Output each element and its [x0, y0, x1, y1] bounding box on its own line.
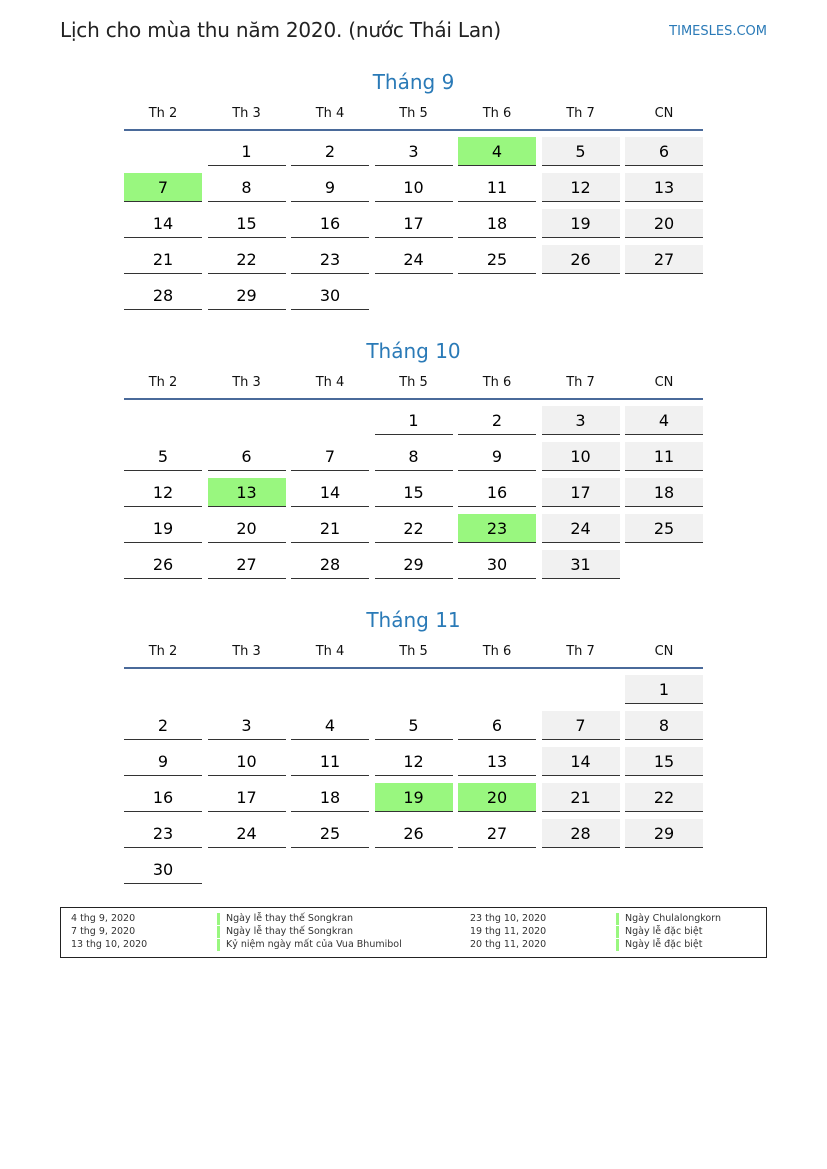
day-cell: 17: [542, 478, 620, 507]
day-cell: 28: [124, 281, 202, 310]
month-1: [124, 68, 703, 305]
day-cell: 29: [208, 281, 286, 310]
weekday-label: Th 5: [399, 644, 428, 659]
weekday-label: CN: [654, 106, 674, 121]
legend-date: 4 thg 9, 2020: [71, 913, 136, 924]
day-cell: 23: [124, 819, 202, 848]
weekday-label: Th 4: [315, 375, 345, 390]
day-cell: 17: [208, 783, 286, 812]
weekday-label: CN: [654, 644, 674, 659]
day-cell: 28: [291, 550, 369, 579]
day-cell: 3: [542, 406, 620, 435]
day-cell: 11: [458, 173, 536, 202]
day-cell: 3: [208, 711, 286, 740]
day-cell: 2: [458, 406, 536, 435]
day-cell: 9: [291, 173, 369, 202]
day-cell: 12: [542, 173, 620, 202]
day-cell: 2: [291, 137, 369, 166]
day-cell: 11: [625, 442, 703, 471]
day-cell: 1: [375, 406, 453, 435]
day-cell: 18: [291, 783, 369, 812]
day-cell: 22: [208, 245, 286, 274]
day-cell: 5: [542, 137, 620, 166]
weekday-label: Th 3: [232, 106, 261, 121]
day-cell: 9: [458, 442, 536, 471]
month-title: Tháng 11: [366, 608, 461, 632]
day-cell: 22: [375, 514, 453, 543]
day-cell: 25: [625, 514, 703, 543]
day-cell: 19: [124, 514, 202, 543]
month-3: [124, 606, 703, 879]
day-cell: 25: [458, 245, 536, 274]
day-cell: 30: [291, 281, 369, 310]
day-cell: 26: [375, 819, 453, 848]
day-cell: 31: [542, 550, 620, 579]
weekday-label: Th 3: [232, 375, 261, 390]
legend-holiday-name: Ngày lễ thay thế Songkran: [217, 913, 353, 925]
weekday-label: Th 6: [482, 644, 512, 659]
weekday-label: Th 4: [315, 644, 345, 659]
day-cell: 10: [375, 173, 453, 202]
day-cell: 16: [458, 478, 536, 507]
day-cell: 24: [208, 819, 286, 848]
legend-date: 20 thg 11, 2020: [470, 939, 547, 950]
day-cell: 10: [542, 442, 620, 471]
weekday-label: Th 2: [148, 106, 178, 121]
weekday-header: [124, 642, 703, 669]
month-title: Tháng 9: [372, 70, 455, 94]
day-cell: 29: [375, 550, 453, 579]
weekday-label: Th 2: [148, 644, 178, 659]
day-cell: 14: [124, 209, 202, 238]
day-cell: 28: [542, 819, 620, 848]
day-cell: 4: [291, 711, 369, 740]
legend-holiday-name: Ngày Chulalongkorn: [616, 913, 721, 925]
day-cell: 24: [542, 514, 620, 543]
day-cell: 26: [542, 245, 620, 274]
legend-date: 13 thg 10, 2020: [71, 939, 148, 950]
day-cell: 3: [375, 137, 453, 166]
day-cell-holiday: 4: [458, 137, 536, 166]
day-cell: 8: [375, 442, 453, 471]
day-cell: 9: [124, 747, 202, 776]
legend-date: 7 thg 9, 2020: [71, 926, 136, 937]
day-cell: 27: [625, 245, 703, 274]
day-cell: 13: [625, 173, 703, 202]
holiday-legend: [60, 907, 767, 958]
weekday-label: CN: [654, 375, 674, 390]
day-cell: 14: [291, 478, 369, 507]
day-cell: 4: [625, 406, 703, 435]
day-cell: 6: [458, 711, 536, 740]
day-cell: 8: [208, 173, 286, 202]
brand-link[interactable]: TIMESLES.COM: [669, 24, 767, 39]
day-cell-holiday: 7: [124, 173, 202, 202]
weekday-header: [124, 104, 703, 131]
weekday-label: Th 2: [148, 375, 178, 390]
day-cell: 5: [375, 711, 453, 740]
day-cell: 19: [542, 209, 620, 238]
day-cell: 18: [625, 478, 703, 507]
legend-holiday-name: Kỷ niệm ngày mất của Vua Bhumibol: [217, 939, 402, 951]
weekday-label: Th 7: [566, 375, 595, 390]
day-cell: 6: [208, 442, 286, 471]
day-cell: 25: [291, 819, 369, 848]
weekday-label: Th 6: [482, 106, 512, 121]
day-cell: 22: [625, 783, 703, 812]
day-cell: 23: [291, 245, 369, 274]
day-cell: 17: [375, 209, 453, 238]
page-title: Lịch cho mùa thu năm 2020. (nước Thái Lan): [60, 18, 501, 42]
month-2: [124, 337, 703, 574]
day-cell: 30: [124, 855, 202, 884]
day-cell: 27: [208, 550, 286, 579]
day-cell: 16: [124, 783, 202, 812]
day-cell: 7: [291, 442, 369, 471]
day-cell: 26: [124, 550, 202, 579]
day-cell: 29: [625, 819, 703, 848]
day-cell-holiday: 23: [458, 514, 536, 543]
day-cell: 6: [625, 137, 703, 166]
day-cell: 7: [542, 711, 620, 740]
day-cell: 21: [291, 514, 369, 543]
day-cell: 20: [625, 209, 703, 238]
weekday-label: Th 4: [315, 106, 345, 121]
day-cell: 14: [542, 747, 620, 776]
day-cell: 13: [458, 747, 536, 776]
day-cell-holiday: 20: [458, 783, 536, 812]
weekday-label: Th 7: [566, 106, 595, 121]
day-cell: 8: [625, 711, 703, 740]
day-cell: 27: [458, 819, 536, 848]
day-cell: 10: [208, 747, 286, 776]
legend-holiday-name: Ngày lễ đặc biệt: [616, 926, 702, 938]
legend-date: 19 thg 11, 2020: [470, 926, 547, 937]
day-cell: 12: [124, 478, 202, 507]
day-cell: 30: [458, 550, 536, 579]
day-cell: 21: [124, 245, 202, 274]
day-cell: 1: [208, 137, 286, 166]
day-cell: 1: [625, 675, 703, 704]
month-title: Tháng 10: [366, 339, 461, 363]
day-cell: 11: [291, 747, 369, 776]
day-cell: 2: [124, 711, 202, 740]
weekday-label: Th 5: [399, 375, 428, 390]
day-cell-holiday: 13: [208, 478, 286, 507]
day-cell: 16: [291, 209, 369, 238]
legend-holiday-name: Ngày lễ thay thế Songkran: [217, 926, 353, 938]
weekday-label: Th 6: [482, 375, 512, 390]
day-cell: 15: [375, 478, 453, 507]
day-cell: 12: [375, 747, 453, 776]
day-cell: 15: [208, 209, 286, 238]
day-cell-holiday: 19: [375, 783, 453, 812]
legend-holiday-name: Ngày lễ đặc biệt: [616, 939, 702, 951]
day-cell: 15: [625, 747, 703, 776]
legend-date: 23 thg 10, 2020: [470, 913, 547, 924]
weekday-label: Th 7: [566, 644, 595, 659]
day-cell: 21: [542, 783, 620, 812]
day-cell: 20: [208, 514, 286, 543]
weekday-header: [124, 373, 703, 400]
weekday-label: Th 5: [399, 106, 428, 121]
day-cell: 18: [458, 209, 536, 238]
weekday-label: Th 3: [232, 644, 261, 659]
day-cell: 5: [124, 442, 202, 471]
day-cell: 24: [375, 245, 453, 274]
